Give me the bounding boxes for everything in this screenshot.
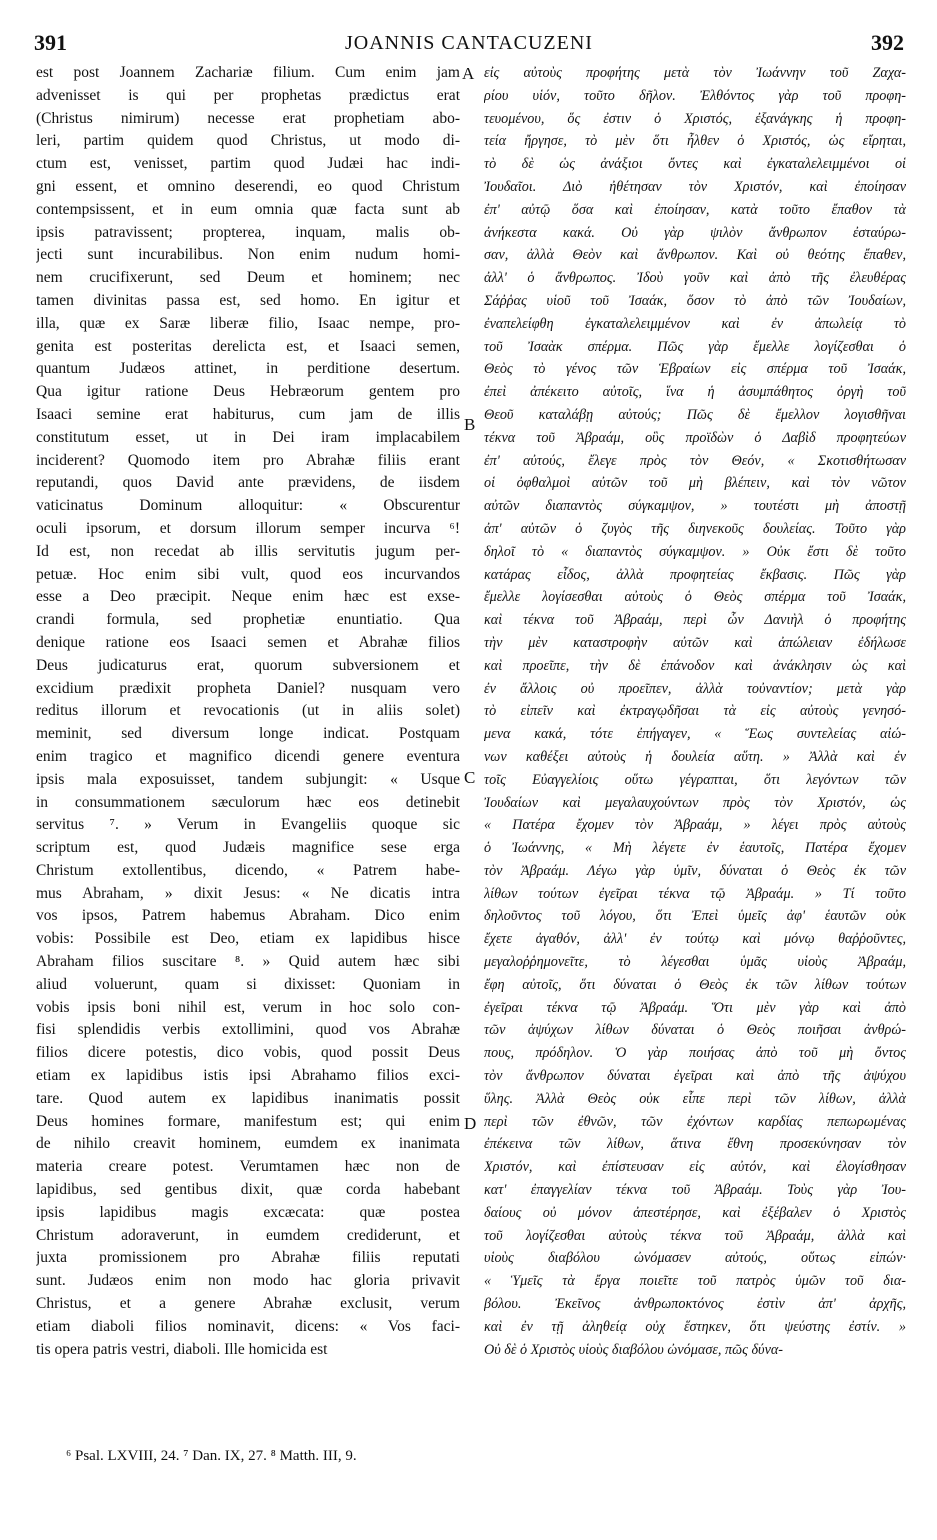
- section-marker-d: D: [464, 1114, 477, 1133]
- latin-text-line: jecti sunt incurabilibus. Non enim nudum homi-: [36, 246, 460, 264]
- greek-text-line: τὸν ἄνθρωπον δύναται ἐγεῖραι καὶ ἀπὸ τῆς ἀψύχου: [484, 1068, 906, 1085]
- greek-text-line: καὶ ἐν τῇ ἀληθείᾳ οὐχ ἕστηκεν, ὅτι ψεύστης ἐστίν. »: [484, 1318, 906, 1335]
- latin-text-line: de nihilo creavit hominem, eumdem ex inanimata: [36, 1135, 460, 1153]
- greek-text-line: τεία ἤργησε, τὸ μὲν ὅτι ἦλθεν ὁ Χριστός, ὡς εἴρηται,: [484, 133, 906, 150]
- greek-text-line: ρίου υἱόν, τοῦτο δῆλον. Ἐλθόντος γὰρ τοῦ προφη-: [484, 87, 906, 104]
- greek-text-line: τῶν ἀψύχων λίθων δύναται ὁ Θεὸς ποιῆσαι ἀνθρώ-: [484, 1022, 906, 1039]
- latin-text-line: reputandi, quos David ante prævidens, de iisdem: [36, 474, 460, 492]
- latin-text-line: excidium prædixit propheta Daniel? nusquam vero: [36, 679, 460, 697]
- greek-text-line: ἀπ' αὐτῶν ὁ ζυγὸς τῆς διηνεκοῦς δουλείας. Τοῦτο γὰρ: [484, 520, 906, 537]
- greek-text-line: δηλοῖ τὸ « διαπαντὸς σύγκαμψον. » Οὐκ ἔστι δὲ τοῦτο: [484, 543, 906, 560]
- greek-text-line: δηλοῦντος τοῦ λόγου, ὅτι Ἐπεὶ ὑμεῖς ἀφ' ἑαυτῶν οὐκ: [484, 908, 906, 925]
- greek-text-line: τευομένου, ὅς ἐστιν ὁ Χριστός, ἐξανάγκης ἡ προφη-: [484, 110, 906, 127]
- greek-text-line: Οὐ δὲ ὁ Χριστὸς υἱοὺς διαβόλου ὠνόμασε, πῶς δύνα-: [484, 1341, 784, 1358]
- latin-text-line: Id est, non recedat ab illis servitutis jugum per-: [36, 542, 460, 560]
- greek-text-line: περὶ τῶν ἐθνῶν, τῶν ἐχόντων καρδίας πεπωρωμένας: [484, 1113, 906, 1130]
- greek-text-line: τὸ εἰπεῖν καὶ ἐκτραγῳδῆσαι τὰ εἰς αὐτοὺς γενησό-: [484, 703, 906, 720]
- latin-text-line: Christus, et a genere Abrahæ exclusit, verum: [36, 1295, 460, 1313]
- greek-text-line: τὸν Ἀβραάμ. Λέγω γὰρ ὑμῖν, δύναται ὁ Θεὸς ἐκ τῶν: [484, 862, 906, 879]
- greek-text-line: σαν, ἀλλὰ Θεὸν καὶ ἄνθρωπον. Καὶ οὐ θεότης ἔπαθεν,: [484, 247, 906, 264]
- greek-text-line: καὶ τέκνα τοῦ Ἀβραάμ, περὶ ὧν Δανιὴλ ὁ προφήτης: [484, 612, 906, 629]
- latin-text-line: Abraham filios suscitare ⁸. » Quid autem hæc sibi: [36, 953, 460, 971]
- greek-text-line: ἀλλ' ὁ ἄνθρωπος. Ἰδοὺ γοῦν καὶ ἀπὸ τῆς ἐλευθέρας: [484, 270, 906, 287]
- greek-text-line: τοῦ λογίζεσθαι αὐτοὺς τέκνα τοῦ Ἀβραάμ, ἀλλὰ καὶ: [484, 1227, 906, 1244]
- greek-text-line: τοῖς Εὐαγγελίοις οὕτω γέγραπται, ὅτι λεγόντων τῶν: [484, 771, 906, 788]
- greek-text-line: Ἰουδαῖοι. Διὸ ἠθέτησαν τὸν Χριστόν, καὶ ἐποίησαν: [484, 178, 906, 195]
- greek-text-line: τὴν μὲν καταστροφὴν αὐτῶν καὶ ἀπώλειαν ἐδήλωσε: [484, 634, 906, 651]
- page-number-right: 392: [871, 30, 904, 55]
- greek-text-line: ὁ Ἰωάννης, « Μὴ λέγετε ἐν ἑαυτοῖς, Πατέρα ἔχομεν: [484, 840, 906, 857]
- greek-text-line: μεγαλοῤῥημονεῖτε, τὸ λέγεσθαι ὑμᾶς υἱοὺς Ἀβραάμ,: [484, 954, 906, 971]
- greek-text-line: ἀνήκεστα κακά. Οὐ γὰρ ψιλὸν ἄνθρωπον ἐσταύρω-: [484, 224, 906, 241]
- latin-text-line: servitus ⁷. » Verum in Evangeliis quoque sic: [36, 816, 460, 834]
- latin-text-line: vos ipsos, Patrem habemus Abraham. Dico enim: [36, 907, 460, 925]
- latin-text-line: est post Joannem Zachariæ filium. Cum enim jam: [36, 64, 460, 81]
- greek-text-line: τὸ δὲ ὡς ἀνάξιοι ὄντες καὶ ἐγκαταλελειμμένοι οἱ: [484, 156, 906, 173]
- greek-text-line: Θεὸς τὸ γένος τῶν Ἑβραίων εἰς σπέρμα τοῦ Ἰσαάκ,: [484, 361, 906, 378]
- page-header: [34, 30, 904, 60]
- latin-text-line: advenisset is qui per prophetas prædictus erat: [36, 86, 460, 104]
- latin-text-line: Christum extollentibus, dicendo, « Patrem habe-: [36, 861, 460, 879]
- greek-text-line: νων καθέξει αὐτοὺς ἡ δουλεία αὕτη. » Ἀλλὰ καὶ ἐν: [484, 748, 906, 765]
- greek-text-line: τέκνα τοῦ Ἀβραάμ, οὓς προϊδὼν ὁ Δαβὶδ προφητεύων: [484, 429, 906, 446]
- latin-text-line: scriptum est, quod Judæis magnifice sese erga: [36, 839, 460, 857]
- latin-text-line: Deus homines formare, manifestum est; qui enim: [36, 1112, 460, 1130]
- greek-text-line: υἱοὺς διαβόλου ὠνόμασεν αὐτούς, οὕτως εἰπών·: [484, 1250, 906, 1267]
- greek-text-line: Σάῤῥας υἱοῦ τοῦ Ἰσαάκ, ὅσον τὸ ἀπὸ τῶν Ἰουδαίων,: [484, 292, 906, 309]
- greek-text-line: ἔχετε ἀγαθόν, ἀλλ' ἐν τούτῳ καὶ μόνῳ θαῤῥοῦντες,: [484, 931, 906, 948]
- latin-text-line: tamen divinitas passa est, sed homo. En igitur et: [36, 291, 460, 309]
- greek-text-line: οἱ ὀφθαλμοὶ αὐτῶν τοῦ μὴ βλέπειν, καὶ τὸν νῶτον: [484, 475, 906, 492]
- latin-text-line: inciderent? Quomodo item pro Abrahæ filiis erant: [36, 451, 460, 469]
- greek-text-line: κατάρας εἶδος, ἀλλὰ προφητείας ἔκβασις. Πῶς γὰρ: [484, 566, 906, 583]
- latin-text-line: etiam ex lapidibus istis ipsi Abrahamo filios exci-: [36, 1067, 460, 1085]
- greek-text-line: καὶ προεῖπε, τὴν δὲ ἐπάνοδον καὶ ἀνάκλησιν ὡς καὶ: [484, 657, 906, 674]
- greek-text-line: λίθων τούτων ἐγεῖραι τέκνα τῷ Ἀβραάμ. » Τί τοῦτο: [484, 885, 906, 902]
- greek-text-line: ἐγεῖραι τέκνα τῷ Ἀβραάμ. Ὅτι μὲν γὰρ καὶ ἀπὸ: [484, 999, 906, 1016]
- latin-text-line: ctum est, venisset, partim quod Judæi hac indi-: [36, 155, 460, 173]
- greek-text-line: ἐπέκεινα τῶν λίθων, ἅτινα ἔθνη προσεκύνησαν τὸν: [484, 1136, 906, 1153]
- footnotes: ⁶ Psal. LXVIII, 24. ⁷ Dan. IX, 27. ⁸ Matth. III, 9.: [66, 1448, 357, 1464]
- latin-text-line: ipsis mala exposuisset, tandem subjungit: « Usque: [36, 770, 460, 788]
- latin-text-line: gni essent, et omnino deserendi, eo quod Christum: [36, 177, 460, 195]
- latin-text-line: esse a Deo præcipit. Neque enim hæc est exse-: [36, 588, 460, 606]
- section-marker-c: C: [464, 768, 476, 787]
- latin-text-line: leri, partim quidem quod Christus, ut modo di-: [36, 132, 460, 150]
- latin-text-line: fisi splendidis verbis extollimini, quod vos Abrahæ: [36, 1021, 460, 1039]
- greek-text-line: ἔφη αὐτοῖς, ὅτι δύναται ὁ Θεὸς ἐκ τῶν λίθων τούτων: [484, 976, 906, 993]
- latin-text-line: reditus illorum et revocationis (ut in aliis solet): [36, 702, 460, 720]
- greek-text-line: ἐν ἄλλοις οὐ προεῖπεν, ἀλλὰ τοὐναντίον; μετὰ γὰρ: [484, 680, 906, 697]
- greek-text-line: Ἰουδαίων καὶ μεγαλαυχούντων πρὸς τὸν Χριστόν, ὡς: [484, 794, 906, 811]
- greek-text-line: ἐπ' αὐτῷ ὅσα καὶ ἐποίησαν, κατὰ τοῦτο ἔπαθον τὰ: [484, 201, 906, 218]
- latin-text-line: oculi ipsorum, et dorsum illorum semper incurva ⁶!: [36, 519, 460, 537]
- latin-text-line: petuæ. Hoc enim sibi vult, quod eos incurvandos: [36, 565, 460, 583]
- greek-text-line: ἔμελλε λογίσεσθαι αὐτοὺς ὁ Θεὸς σπέρμα τοῦ Ἰσαάκ,: [484, 589, 906, 606]
- latin-text-line: illa, quæ ex Saræ liberæ filio, Isaac nempe, pro-: [36, 314, 460, 332]
- latin-text-line: ipsis lapidibus magis excæcata: quæ postea: [36, 1203, 460, 1221]
- latin-text-line: materia creare potest. Verumtamen hæc non de: [36, 1158, 460, 1176]
- latin-text-line: Isaaci semine erat habiturus, cum jam de illis: [36, 405, 460, 423]
- latin-text-line: lapidibus, sed gentibus dixit, quæ corda habebant: [36, 1181, 460, 1199]
- latin-text-line: denique ratione eos Isaaci semen et Abrahæ filios: [36, 633, 460, 651]
- latin-text-line: sunt. Judæos enim non modo hac gloria privavit: [36, 1272, 460, 1290]
- latin-text-line: juxta promissionem pro Abrahæ filiis reputati: [36, 1249, 460, 1267]
- greek-text-line: εἰς αὐτοὺς προφήτης μετὰ τὸν Ἰωάννην τοῦ Ζαχα-: [484, 65, 906, 81]
- greek-text-line: ἐπ' αὐτούς, ἔλεγε πρὸς τὸν Θεόν, « Σκοτισθήτωσαν: [484, 452, 906, 469]
- greek-text-line: μενα κακά, τότε ἐπήγαγεν, « Ἕως συντελείας αἰώ-: [484, 726, 906, 743]
- latin-text-line: etiam diaboli filios nominavit, dicens: « Vos faci-: [36, 1317, 460, 1335]
- latin-text-line: tare. Quod autem ex lapidibus inanimatis possit: [36, 1089, 460, 1107]
- latin-text-line: filios dicere potestis, dico vobis, quod possit Deus: [36, 1044, 460, 1062]
- latin-text-line: tis opera patris vestri, diaboli. Ille homicida est: [36, 1340, 328, 1358]
- latin-text-line: in consummationem sæculorum hæc eos detinebit: [36, 793, 460, 811]
- greek-text-line: δαίους οὐ μόνον ἀπεστέρησε, καὶ ἐξέβαλεν ὁ Χριστὸς: [484, 1204, 906, 1221]
- greek-text-line: βόλου. Ἐκεῖνος ἀνθρωποκτόνος ἐστὶν ἀπ' ἀρχῆς,: [484, 1296, 906, 1313]
- running-title: JOANNIS CANTACUZENI: [345, 32, 593, 54]
- latin-text-line: quantum Judæos attinet, in perditione desertum.: [36, 360, 460, 378]
- greek-text-line: ἐναπελείφθη ἐγκαταλελειμμένον καὶ ἐν ἀπωλείᾳ τὸ: [484, 315, 906, 332]
- greek-text-line: πους, πρόδηλον. Ὁ γὰρ ποιήσας ἀπὸ τοῦ μὴ ὄντος: [484, 1045, 906, 1062]
- latin-text-line: aliud voluerunt, quam si dixisset: Quoniam in: [36, 975, 460, 993]
- greek-text-line: ἐπεὶ ἀπέκειτο αὐτοῖς, ἵνα ἡ ἀσυμπάθητος ὀργὴ τοῦ: [484, 384, 906, 401]
- latin-text-line: ipsis patravissent; propterea, inquam, malis ob-: [36, 223, 460, 241]
- latin-text-line: meminit, sed diversum longe indicat. Postquam: [36, 725, 460, 743]
- latin-text-line: genita est posteritas derelicta est, et Isaaci semen,: [36, 337, 460, 355]
- latin-text-line: Deus judicaturus erat, quorum subversionem et: [36, 656, 460, 674]
- latin-text-line: contempsissent, et in eum omnia quæ facta sunt ab: [36, 200, 460, 218]
- latin-column: [36, 62, 460, 1361]
- latin-text-line: vobis ipsis boni nihil est, verum in hoc solo con-: [36, 998, 460, 1016]
- latin-text-line: constitutum esset, ut in Dei iram implacabilem: [36, 428, 460, 446]
- greek-text-line: ὕλης. Ἀλλὰ Θεὸς οὐκ εἶπε περὶ τῶν λίθων, ἀλλὰ: [484, 1090, 906, 1107]
- latin-text-line: vobis: Possibile est Deo, etiam ex lapidibus hisce: [36, 930, 460, 948]
- latin-text-line: Christum adoraverunt, in eumdem crediderunt, et: [36, 1226, 460, 1244]
- latin-text-line: enim tragico et magnifico dicendi genere eventura: [36, 747, 460, 765]
- latin-text-line: nem crucifixerunt, sed Deum et hominem; nec: [36, 269, 460, 287]
- latin-text-line: crandi formula, sed prophetiæ enuntiatio. Qua: [36, 611, 460, 629]
- greek-text-line: « Πατέρα ἔχομεν τὸν Ἀβραάμ, » λέγει πρὸς αὐτοὺς: [484, 817, 906, 834]
- page-number-left: 391: [34, 30, 67, 55]
- latin-text-line: Qua igitur ratione Deus Hebræorum gentem pro: [36, 383, 460, 401]
- latin-text-line: vaticinatus Dominum alloquitur: « Obscurentur: [36, 497, 460, 515]
- latin-text-line: (Christus nimirum) necesse erat prophetiam abo-: [36, 109, 460, 127]
- greek-text-line: κατ' ἐπαγγελίαν τέκνα τοῦ Ἀβραάμ. Τοὺς γὰρ Ἰου-: [484, 1182, 906, 1199]
- greek-text-line: « Ὑμεῖς τὰ ἔργα ποιεῖτε τοῦ πατρὸς ὑμῶν τοῦ δια-: [484, 1273, 906, 1290]
- greek-text-line: αὐτῶν διαπαντὸς σύγκαμψον, » τουτέστι μὴ ἀποστῇ: [484, 498, 906, 515]
- greek-text-line: Θεοῦ καταλάβῃ αὐτούς; Πῶς δὲ ἔμελλον λογισθῆναι: [484, 406, 906, 423]
- latin-text-line: mus Abraham, » dixit Jesus: « Ne dicatis intra: [36, 884, 460, 902]
- greek-text-line: τοῦ Ἰσαὰκ σπέρμα. Πῶς γὰρ ἔμελλε λογίζεσθαι ὁ: [484, 338, 906, 355]
- section-marker-b: B: [464, 415, 476, 434]
- greek-text-line: Χριστόν, καὶ ἐπίστευσαν εἰς αὐτόν, καὶ ἐλογίσθησαν: [484, 1159, 906, 1176]
- greek-column: [484, 62, 906, 1361]
- section-marker-a: A: [462, 64, 475, 83]
